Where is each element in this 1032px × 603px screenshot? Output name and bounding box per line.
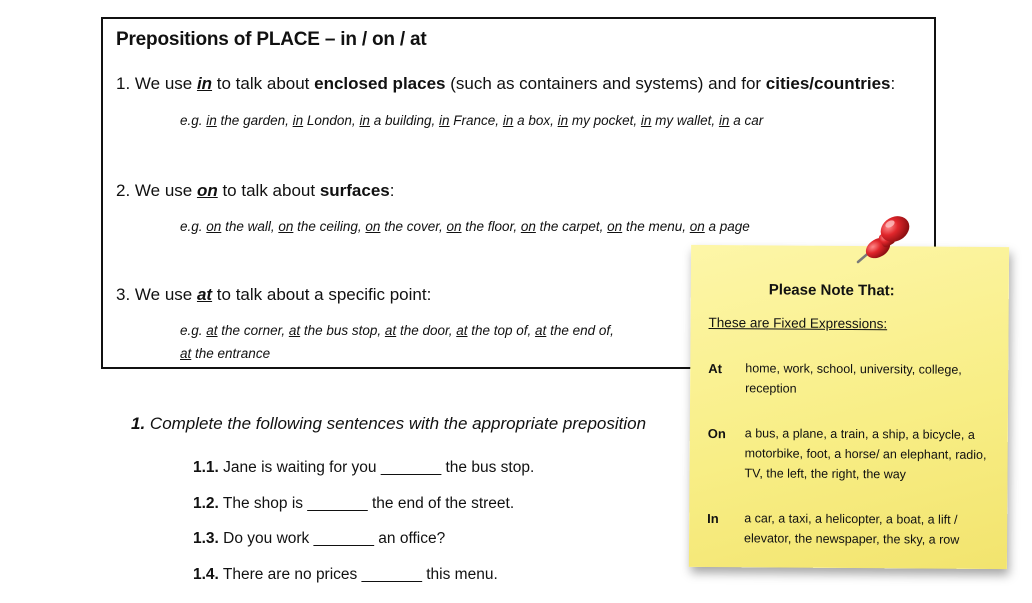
example-text: my wallet, (651, 113, 719, 128)
answer-blank[interactable]: _______ (361, 566, 422, 583)
page-title: Prepositions of PLACE – in / on / at (116, 29, 427, 50)
note-value-on: a bus, a plane, a train, a ship, a bicycle, a motorbike, foot, a horse/ an elephant, radio, TV, the left, the right, the way (744, 426, 987, 482)
example-text: the wall, (221, 219, 279, 234)
item-text: There are no prices (218, 566, 362, 583)
example-prep: in (359, 113, 370, 128)
rule-text: : (890, 74, 896, 93)
rule-text: 1. We use (116, 74, 197, 93)
examples-at-line2 (180, 346, 270, 361)
exercise-item (193, 566, 498, 584)
rule-emphasis: enclosed places (314, 74, 446, 93)
example-text: the corner, (217, 323, 289, 338)
example-prep: at (535, 323, 547, 338)
example-text: the menu, (622, 219, 690, 234)
examples-on (180, 219, 750, 234)
item-text: the bus stop. (441, 459, 535, 476)
example-prep: in (439, 113, 450, 128)
example-prep: on (689, 219, 705, 234)
example-text: the door, (396, 323, 457, 338)
rule-text: 3. We use (116, 285, 197, 304)
example-text: France, (449, 113, 503, 128)
examples-at (180, 323, 614, 338)
sticky-note (689, 245, 1009, 569)
note-subtitle: These are Fixed Expressions: (708, 315, 888, 332)
item-text: this menu. (421, 566, 498, 583)
rule-text: (such as containers and systems) and for (445, 74, 766, 93)
item-number: 1.4. (193, 566, 219, 583)
example-lead: e.g. (180, 323, 207, 338)
example-text: the entrance (191, 346, 271, 361)
example-prep: on (278, 219, 294, 234)
exercise-instruction: Complete the following sentences with the appropriate preposition (145, 414, 647, 433)
example-text: a box, (513, 113, 558, 128)
example-prep: on (520, 219, 536, 234)
item-text: the end of the street. (367, 495, 515, 512)
rule-text: 2. We use (116, 181, 197, 200)
exercise-item (193, 495, 514, 513)
example-text: my pocket, (568, 113, 641, 128)
exercise-item (193, 530, 445, 548)
answer-blank[interactable]: _______ (313, 530, 374, 547)
note-key-at: At (708, 361, 723, 377)
example-prep: in (557, 113, 569, 128)
note-title: Please Note That: (768, 281, 895, 300)
example-lead: e.g. (180, 113, 207, 128)
example-text: the end of, (546, 323, 614, 338)
rule-emphasis: surfaces (319, 181, 390, 200)
example-prep: at (206, 323, 218, 338)
exercise-number: 1. (131, 414, 146, 433)
note-key-on: On (707, 426, 726, 442)
example-text: the garden, (216, 113, 293, 128)
example-text: a page (704, 219, 750, 234)
rule-keyword: at (196, 285, 213, 304)
example-prep: in (292, 113, 304, 128)
example-prep: at (456, 323, 468, 338)
item-number: 1.2. (193, 495, 219, 512)
example-prep: at (384, 323, 397, 338)
example-text: the top of, (467, 323, 536, 338)
item-number: 1.3. (193, 530, 219, 547)
rule-emphasis: cities/countries (765, 74, 891, 93)
example-text: the carpet, (535, 219, 608, 234)
item-text: an office? (373, 530, 446, 547)
exercise-item (193, 459, 534, 477)
example-prep: on (206, 219, 222, 234)
item-text: The shop is (218, 495, 308, 512)
answer-blank[interactable]: _______ (307, 495, 368, 512)
example-text: the ceiling, (293, 219, 366, 234)
example-text: the cover, (380, 219, 447, 234)
exercise-heading (131, 414, 646, 434)
example-text: the bus stop, (300, 323, 385, 338)
rule-text: : (389, 181, 395, 200)
example-prep: on (446, 219, 462, 234)
examples-in (180, 113, 763, 128)
rule-keyword: on (196, 181, 218, 200)
rule-on (116, 181, 394, 201)
example-lead: e.g. (180, 219, 207, 234)
rule-keyword: in (196, 74, 213, 93)
example-text: a building, (369, 113, 440, 128)
example-prep: on (607, 219, 623, 234)
note-value-at: home, work, school, university, college, reception (745, 361, 962, 396)
example-prep: at (288, 323, 301, 338)
note-key-in: In (707, 511, 719, 527)
rule-text: to talk about a specific point: (212, 285, 432, 304)
rule-in (116, 74, 895, 94)
example-text: the floor, (461, 219, 521, 234)
example-prep: in (502, 113, 514, 128)
push-pin-icon (846, 212, 916, 272)
rule-text: to talk about (217, 181, 320, 200)
rule-at (116, 285, 431, 305)
item-text: Jane is waiting for you (218, 459, 381, 476)
example-prep: in (718, 113, 730, 128)
example-text: London, (303, 113, 360, 128)
example-prep: at (180, 346, 192, 361)
example-prep: in (206, 113, 217, 128)
note-value-in: a car, a taxi, a helicopter, a boat, a lift / elevator, the newspaper, the sky, a row (744, 511, 960, 547)
item-number: 1.1. (193, 459, 219, 476)
example-prep: in (640, 113, 652, 128)
example-prep: on (365, 219, 381, 234)
answer-blank[interactable]: _______ (380, 459, 442, 476)
rule-text: to talk about (212, 74, 315, 93)
example-text: a car (729, 113, 764, 128)
item-text: Do you work (218, 530, 314, 547)
